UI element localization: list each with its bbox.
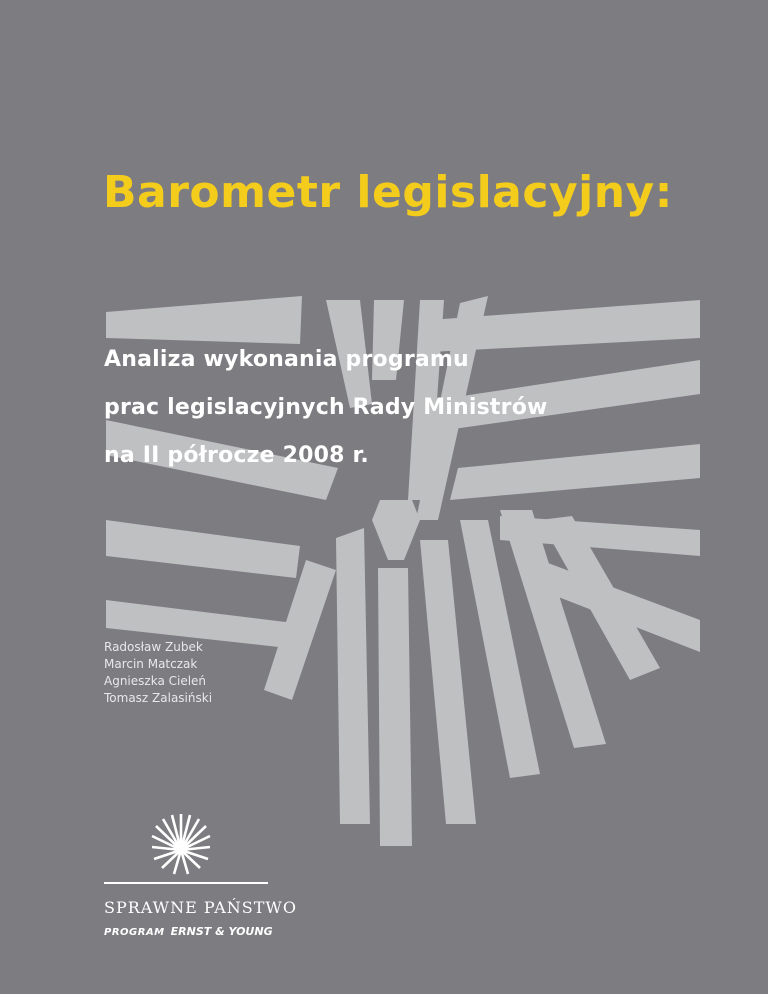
burst-emblem-icon [148, 810, 214, 876]
subtitle-line: prac legislacyjnych Rady Ministrów [104, 395, 548, 420]
logo-name: SPRAWNE PAŃSTWO [104, 898, 297, 917]
subtitle-line: na II półrocze 2008 r. [104, 443, 369, 468]
logo-divider [104, 882, 268, 884]
logo-partner-name: ERNST & YOUNG [170, 925, 273, 938]
report-title: Barometr legislacyjny: [103, 167, 673, 218]
author-name: Radosław Zubek [104, 640, 203, 654]
author-name: Marcin Matczak [104, 657, 198, 671]
author-name: Tomasz Zalasiński [104, 691, 213, 705]
author-name: Agnieszka Cieleń [104, 674, 207, 688]
logo-subline [104, 920, 273, 939]
report-subtitle [104, 336, 548, 480]
subtitle-line: Analiza wykonania programu [104, 347, 469, 372]
logo-program-label: PROGRAM [104, 927, 165, 938]
author-list [104, 639, 212, 707]
